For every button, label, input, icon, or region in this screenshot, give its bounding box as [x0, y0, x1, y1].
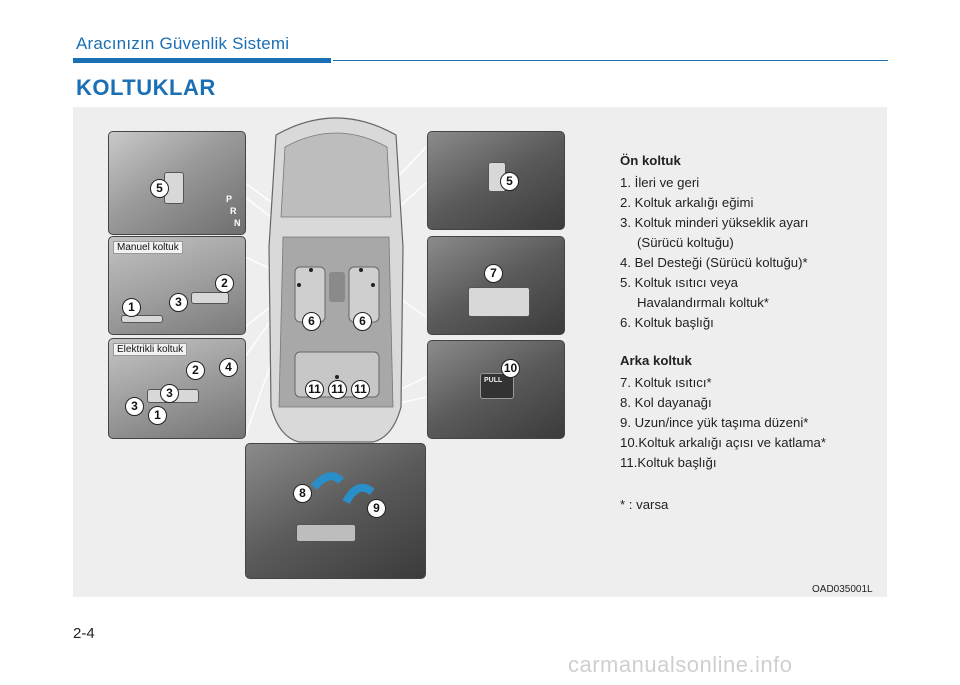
callout-headrest-rear-right: 11	[351, 380, 370, 399]
photo-rear-fold	[427, 340, 565, 439]
front-item-4: 4. Bel Desteği (Sürücü koltuğu)*	[620, 255, 808, 270]
photo-rear-heater	[427, 236, 565, 335]
rear-item-11: 11.Koltuk başlığı	[620, 455, 717, 470]
callout-manual-2: 2	[215, 274, 234, 293]
armrest	[296, 524, 356, 542]
spacer	[620, 333, 880, 351]
front-item-1: 1. İleri ve geri	[620, 175, 700, 190]
callout-electric-1: 1	[148, 406, 167, 425]
front-seat-heading: Ön koltuk	[620, 153, 681, 168]
label-electric-seat: Elektrikli koltuk	[113, 343, 187, 356]
photo-armrest-passthrough	[245, 443, 426, 579]
rear-seat-heading: Arka koltuk	[620, 353, 692, 368]
callout-electric-4: 4	[219, 358, 238, 377]
rear-item-9: 9. Uzun/ince yük taşıma düzeni*	[620, 415, 809, 430]
page-title: KOLTUKLAR	[76, 75, 216, 100]
callout-pass-through: 9	[367, 499, 386, 518]
pull-text: PULL	[484, 377, 503, 384]
front-item-5: 5. Koltuk ısıtıcı veya	[620, 275, 739, 290]
section-header: Aracınızın Güvenlik Sistemi	[76, 34, 290, 53]
callout-electric-3a: 3	[125, 397, 144, 416]
rear-item-10: 10.Koltuk arkalığı açısı ve katlama*	[620, 435, 826, 450]
watermark: carmanualsonline.info	[568, 652, 793, 677]
callout-manual-1: 1	[122, 298, 141, 317]
callout-rear-fold: 10	[501, 359, 520, 378]
callout-electric-2: 2	[186, 361, 205, 380]
header-rule	[333, 60, 888, 61]
header-rule-accent	[73, 58, 331, 63]
callout-headrest-front-right: 6	[353, 312, 372, 331]
footnote: * : varsa	[620, 497, 669, 512]
photo-manual-seat	[108, 236, 246, 335]
figure-code: OAD035001L	[812, 584, 873, 595]
front-item-5-cont: Havalandırmalı koltuk*	[637, 295, 769, 310]
rear-heater-switch	[468, 287, 530, 317]
recline-lever	[191, 292, 229, 304]
callout-rear-heater: 7	[484, 264, 503, 283]
callout-manual-3: 3	[169, 293, 188, 312]
callout-headrest-rear-center: 11	[328, 380, 347, 399]
front-item-3: 3. Koltuk minderi yükseklik ayarı	[620, 215, 809, 230]
front-item-3-cont: (Sürücü koltuğu)	[637, 235, 734, 250]
callout-seat-heater-right: 5	[500, 172, 519, 191]
gear-label-n: N	[234, 218, 241, 228]
front-item-2: 2. Koltuk arkalığı eğimi	[620, 195, 754, 210]
armrest-arrows	[246, 444, 425, 578]
photo-electric-seat	[108, 338, 246, 439]
callout-electric-3b: 3	[160, 384, 179, 403]
photo-front-heater-gear	[108, 131, 246, 235]
callout-headrest-rear-left: 11	[305, 380, 324, 399]
page-number: 2-4	[73, 625, 95, 642]
front-item-6: 6. Koltuk başlığı	[620, 315, 714, 330]
label-manual-seat: Manuel koltuk	[113, 241, 183, 254]
legend-panel	[620, 151, 880, 515]
callout-armrest: 8	[293, 484, 312, 503]
callout-headrest-front-left: 6	[302, 312, 321, 331]
rear-item-8: 8. Kol dayanağı	[620, 395, 712, 410]
callout-seat-heater: 5	[150, 179, 169, 198]
gear-label-p: P	[226, 194, 233, 204]
photo-front-heater-right	[427, 131, 565, 230]
spacer	[620, 473, 880, 495]
rear-item-7: 7. Koltuk ısıtıcı*	[620, 375, 712, 390]
gear-label-r: R	[230, 206, 237, 216]
